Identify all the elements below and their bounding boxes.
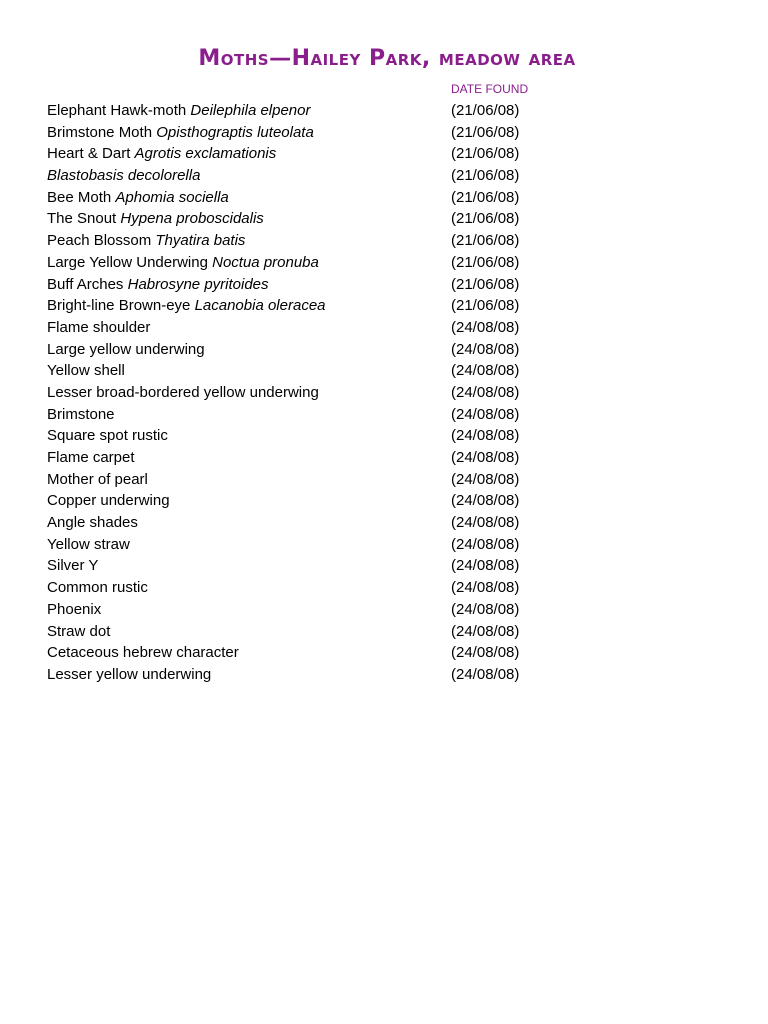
date-found: (24/08/08) — [451, 427, 520, 445]
list-item — [47, 230, 727, 252]
date-found: (24/08/08) — [451, 470, 520, 488]
scientific-name: Hypena proboscidalis — [120, 210, 264, 228]
moth-list — [47, 100, 727, 686]
date-found: (24/08/08) — [451, 449, 520, 466]
moth-name — [47, 664, 211, 686]
date-found: (24/08/08) — [451, 405, 520, 423]
common-name: Brimstone — [47, 405, 115, 423]
date-found: (24/08/08) — [451, 535, 520, 553]
list-item — [47, 447, 727, 469]
common-name: Square spot rustic — [47, 427, 168, 445]
common-name: Mother of pearl — [47, 470, 148, 488]
date-found: (21/06/08) — [451, 275, 520, 293]
list-item — [47, 490, 727, 512]
list-item — [47, 425, 727, 447]
page-title: Moths—Hailey Park, meadow area — [198, 46, 576, 71]
date-found: (21/06/08) — [451, 297, 520, 315]
date-found: (24/08/08) — [451, 644, 520, 662]
date-found: (21/06/08) — [451, 210, 520, 228]
common-name: Bright-line Brown-eye — [47, 297, 195, 315]
date-found: (24/08/08) — [451, 622, 520, 640]
moth-name — [47, 208, 264, 230]
moth-name — [47, 382, 319, 404]
scientific-name: Noctua pronuba — [212, 253, 319, 271]
moth-name — [47, 317, 150, 339]
common-name: Elephant Hawk-moth — [47, 102, 191, 119]
date-found: (24/08/08) — [451, 665, 520, 683]
moth-name — [47, 295, 326, 317]
list-item — [47, 577, 727, 599]
list-item — [47, 208, 727, 230]
list-item — [47, 274, 727, 296]
scientific-name: Lacanobia oleracea — [194, 297, 326, 315]
moth-name — [47, 577, 148, 599]
common-name: Brimstone Moth — [47, 123, 157, 141]
list-item — [47, 382, 727, 404]
common-name: Silver Y — [47, 557, 99, 575]
common-name: Common rustic — [47, 579, 148, 597]
list-item — [47, 122, 727, 144]
moth-name — [47, 404, 115, 426]
list-item — [47, 599, 727, 621]
common-name: Phoenix — [47, 600, 102, 618]
date-found: (24/08/08) — [451, 600, 520, 618]
scientific-name: Opisthograptis luteolata — [156, 123, 314, 141]
list-item — [47, 143, 727, 165]
moth-name — [47, 143, 276, 165]
list-item — [47, 404, 727, 426]
scientific-name: Deilephila elpenor — [190, 102, 311, 119]
common-name: Yellow shell — [47, 362, 125, 380]
list-item — [47, 512, 727, 534]
date-found: (21/06/08) — [451, 232, 520, 250]
date-found: (24/08/08) — [451, 318, 520, 336]
date-found: (21/06/08) — [451, 123, 520, 141]
moth-name — [47, 100, 311, 122]
moth-name — [47, 122, 314, 144]
common-name: Heart & Dart — [47, 145, 135, 163]
scientific-name: Habrosyne pyritoides — [127, 275, 269, 293]
common-name: Bee Moth — [47, 188, 116, 206]
moth-name — [47, 230, 245, 252]
common-name: Large yellow underwing — [47, 340, 205, 358]
list-item — [47, 317, 727, 339]
list-item — [47, 469, 727, 491]
list-item — [47, 664, 727, 686]
date-found: (21/06/08) — [451, 167, 520, 185]
list-item — [47, 555, 727, 577]
date-found: (24/08/08) — [451, 579, 520, 597]
list-item — [47, 252, 727, 274]
list-item — [47, 187, 727, 209]
moth-name — [47, 512, 138, 534]
moth-name — [47, 599, 101, 621]
common-name: Flame shoulder — [47, 318, 151, 336]
common-name: Lesser broad-bordered yellow underwing — [47, 383, 319, 401]
date-column-header: DATE FOUND — [451, 82, 529, 96]
list-item — [47, 165, 727, 187]
list-item — [47, 339, 727, 361]
moth-name — [47, 621, 110, 643]
moth-name — [47, 274, 269, 296]
moth-name — [47, 425, 168, 447]
common-name: Cetaceous hebrew character — [47, 644, 239, 662]
common-name: Flame carpet — [47, 449, 135, 466]
date-found: (21/06/08) — [451, 102, 520, 119]
common-name: Copper underwing — [47, 492, 170, 510]
list-item — [47, 100, 727, 122]
scientific-name: Aphomia sociella — [115, 188, 229, 206]
moth-name — [47, 339, 205, 361]
list-item — [47, 534, 727, 556]
moth-name — [47, 642, 239, 664]
scientific-name: Agrotis exclamationis — [134, 145, 277, 163]
common-name: Yellow straw — [47, 535, 130, 553]
moth-name — [47, 252, 319, 274]
date-found: (21/06/08) — [451, 145, 520, 163]
common-name: Large Yellow Underwing — [47, 253, 213, 271]
moth-name — [47, 187, 229, 209]
scientific-name: Blastobasis decolorella — [47, 167, 201, 185]
common-name: Lesser yellow underwing — [47, 665, 212, 683]
list-item — [47, 360, 727, 382]
moth-name — [47, 490, 170, 512]
date-found: (24/08/08) — [451, 340, 520, 358]
scientific-name: Thyatira batis — [155, 232, 246, 250]
date-found: (24/08/08) — [451, 514, 520, 532]
moth-name — [47, 360, 125, 382]
date-found: (24/08/08) — [451, 383, 520, 401]
date-found: (24/08/08) — [451, 492, 520, 510]
date-found: (21/06/08) — [451, 188, 520, 206]
common-name: Peach Blossom — [47, 232, 156, 250]
list-item — [47, 642, 727, 664]
moth-name — [47, 447, 135, 469]
list-item — [47, 295, 727, 317]
moth-name — [47, 469, 148, 491]
moth-name — [47, 165, 200, 187]
common-name: Buff Arches — [47, 275, 128, 293]
date-found: (24/08/08) — [451, 557, 520, 575]
moth-name — [47, 555, 98, 577]
common-name: Angle shades — [47, 514, 138, 532]
common-name: Straw dot — [47, 622, 111, 640]
common-name: The Snout — [47, 210, 121, 228]
date-found: (24/08/08) — [451, 362, 520, 380]
list-item — [47, 621, 727, 643]
date-found: (21/06/08) — [451, 253, 520, 271]
moth-name — [47, 534, 130, 556]
